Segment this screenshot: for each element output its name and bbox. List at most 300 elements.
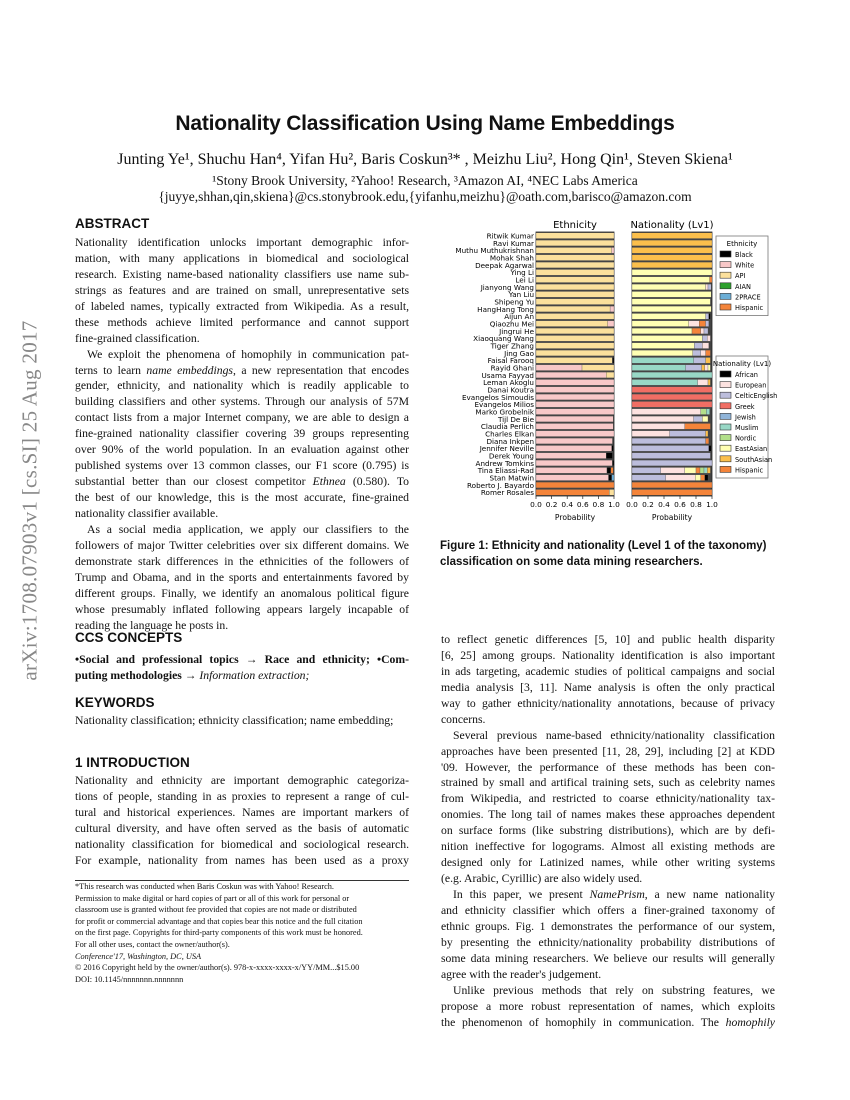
- bar-segment-eastasian: [632, 291, 711, 297]
- text-line: published systems over 13 common classes, our F1 score (0.795) is: [75, 459, 409, 473]
- row-label: Danai Koutra: [487, 385, 534, 395]
- legend-swatch: [720, 283, 731, 289]
- bar-segment-celticenglish: [706, 321, 709, 327]
- bar-segment-api: [606, 372, 614, 378]
- x-tick-label: 0.8: [690, 500, 702, 509]
- abstract-body: [75, 235, 409, 633]
- legend-swatch: [720, 272, 731, 278]
- text-line: approaches have been presented [11, 28, 29], including [2] at KDD: [441, 744, 775, 758]
- legend-swatch: [720, 424, 731, 430]
- row-label: Jingrui He: [499, 326, 534, 336]
- text-line: fine-grained classification.: [75, 331, 200, 345]
- bar-segment-eastasian: [632, 306, 711, 312]
- text-line: agree with the reader's judgement.: [441, 967, 602, 981]
- row-label: Romer Rosales: [480, 488, 534, 498]
- arxiv-stamp: arXiv:1708.07903v1 [cs.SI] 25 Aug 2017: [17, 320, 42, 681]
- bar-segment-white: [536, 475, 609, 481]
- text-line: from Wikipedia, and restricted to coarse ethnicity/nationality tax-: [441, 792, 775, 806]
- bar-segment-api: [536, 247, 612, 253]
- bar-segment-european: [701, 328, 704, 334]
- row-label: Xiaoquang Wang: [473, 334, 534, 344]
- text-line: [6, 25] among groups. Nationality identification is also important: [441, 648, 775, 662]
- legend-title: Ethnicity: [726, 240, 758, 248]
- bar-segment-hispanic: [706, 350, 711, 356]
- bar-segment-api: [536, 255, 614, 261]
- bar-segment-api: [536, 262, 614, 268]
- legend-label: European: [735, 381, 767, 390]
- abstract-heading: ABSTRACT: [75, 216, 150, 231]
- text-line: nationality classification for biomedical and sociological research.: [75, 837, 409, 851]
- bar-segment-southasian: [702, 365, 705, 371]
- bar-segment-eastasian: [695, 475, 701, 481]
- bar-segment-eastasian: [632, 350, 693, 356]
- row-label: Mohak Shah: [489, 253, 534, 263]
- bar-segment-european: [632, 409, 701, 415]
- row-label: Muthu Muthukrishnan: [455, 246, 534, 256]
- row-label: Tijl De Bie: [497, 414, 534, 424]
- legend-label: 2PRACE: [735, 293, 761, 302]
- bar-segment-european: [661, 467, 685, 473]
- legend-title: Nationality (Lv1): [712, 360, 772, 368]
- bar-segment-black: [612, 357, 614, 363]
- legend-swatch: [720, 413, 731, 419]
- row-label: Derek Young: [488, 451, 534, 461]
- bar-segment-white: [536, 453, 606, 459]
- text-line: designed only for Latinized names, while other writing systems: [441, 856, 775, 870]
- row-label: Evangelos Milios: [474, 400, 534, 410]
- bar-segment-black: [612, 460, 614, 466]
- text-line: Several previous name-based ethnicity/nationality classification: [453, 728, 775, 742]
- text-line: strained by small and artifical training sets, such as celebrity names: [441, 776, 775, 790]
- bar-segment-white: [536, 438, 612, 444]
- bar-segment-api: [536, 284, 614, 290]
- text-line: Conference'17, Washington, DC, USA: [75, 951, 202, 961]
- bar-segment-api: [536, 335, 614, 341]
- bar-segment-european: [666, 475, 696, 481]
- bar-segment-white: [536, 365, 582, 371]
- ethnicity-nationality-chart: [430, 214, 778, 524]
- text-line: •Social and professional topics → Race and ethnicity; •Com-: [75, 653, 409, 666]
- text-line: different groups. Finally, we identify an anomalous political figure: [75, 586, 409, 600]
- bar-segment-hispanic: [701, 475, 705, 481]
- bar-segment-southasian: [706, 431, 708, 437]
- bar-segment-black: [606, 453, 612, 459]
- row-label: HangHang Tong: [477, 304, 534, 314]
- bar-segment-greek: [632, 387, 712, 393]
- bar-segment-hispanic: [699, 321, 705, 327]
- bar-segment-white: [536, 460, 612, 466]
- ccs-heading: CCS CONCEPTS: [75, 630, 183, 645]
- affiliations: ¹Stony Brook University, ²Yahoo! Research, ³Amazon AI, ⁴NEC Labs America: [212, 173, 638, 188]
- text-line: the best of our knowledge, this is the most accurate, fine-grained: [75, 491, 409, 504]
- bar-segment-southasian: [632, 255, 712, 261]
- x-tick-label: 0.4: [658, 500, 670, 509]
- bar-segment-celticenglish: [632, 467, 661, 473]
- keywords-body: Nationality classification; ethnicity classification; name embedding;: [75, 714, 394, 727]
- bar-segment-celticenglish: [708, 284, 711, 290]
- bar-segment-2prace: [612, 475, 614, 481]
- right-column-body: [441, 632, 775, 1030]
- text-line: followers of major Twitter celebrities over six different domains. We: [75, 538, 409, 552]
- bar-segment-white: [536, 445, 612, 451]
- legend-label: Greek: [735, 402, 755, 411]
- text-line: nationality classifier available.: [75, 506, 219, 520]
- bar-segment-eastasian: [702, 416, 708, 422]
- legend-label: Nordic: [735, 434, 757, 443]
- text-line: onomies. The long tail of names makes these approaches dependent: [441, 808, 775, 822]
- text-line: classroom use is granted without fee provided that copies are not made or distributed: [75, 905, 357, 915]
- bar-segment-white: [536, 467, 607, 473]
- row-label: Yan Liu: [508, 290, 534, 300]
- bar-segment-api: [536, 291, 614, 297]
- bar-segment-white: [536, 416, 613, 422]
- bar-segment-southasian: [706, 357, 711, 363]
- text-line: DOI: 10.1145/nnnnnnn.nnnnnnn: [75, 974, 184, 984]
- text-line: of labeled names, typically extracted from Wikipedia. As a result,: [75, 299, 409, 313]
- x-tick-label: 0.6: [674, 500, 686, 509]
- bar-segment-eastasian: [632, 335, 702, 341]
- text-line: some data mining researchers. We believe our results will generally: [441, 951, 775, 965]
- text-line: fine-grained nationality classifier covering 39 groups representing: [75, 427, 409, 441]
- panel-title: Ethnicity: [553, 220, 597, 231]
- text-line: these methods achieve limited performance and cannot support: [75, 315, 409, 329]
- row-label: Claudia Perlich: [480, 422, 534, 432]
- row-label: Tiger Zhang: [490, 341, 534, 351]
- bar-segment-api: [582, 365, 614, 371]
- text-line: © 2016 Copyright held by the owner/author(s). 978-x-xxxx-xxxx-x/YY/MM...$15.00: [75, 963, 360, 973]
- text-line: over 90% of the world population. In an evaluation against other: [75, 443, 409, 457]
- text-line: We exploit the phenomena of homophily in communication pat-: [87, 347, 409, 361]
- text-line: strings as features and are trained on small, unrepresentative sets: [75, 283, 409, 297]
- bar-segment-white: [608, 321, 614, 327]
- bar-segment-api: [536, 306, 610, 312]
- legend-label: Jewish: [735, 413, 756, 422]
- row-label: Stan Matwin: [489, 473, 534, 483]
- bar-segment-celticenglish: [632, 460, 712, 466]
- bar-segment-hispanic: [696, 467, 700, 473]
- author-emails: {juyye,shhan,qin,skiena}@cs.stonybrook.edu,{yifanhu,meizhu}@oath.com,barisco@amazon.com: [158, 189, 692, 204]
- bar-segment-api: [536, 350, 614, 356]
- bar-segment-eastasian: [632, 328, 692, 334]
- row-label: Deepak Agarwal: [475, 260, 534, 270]
- bar-segment-black: [607, 467, 611, 473]
- bar-segment-southasian: [632, 247, 712, 253]
- bar-segment-muslim: [706, 409, 709, 415]
- bar-segment-celticenglish: [702, 335, 707, 341]
- bar-segment-celticenglish: [694, 357, 706, 363]
- bar-segment-eastasian: [708, 365, 710, 371]
- row-label: Usama Fayyad: [481, 370, 534, 380]
- text-line: Nationality and ethnicity are important demographic categoriza-: [75, 774, 409, 787]
- bar-segment-hispanic: [706, 438, 709, 444]
- bar-segment-celticenglish: [686, 365, 702, 371]
- legend-swatch: [720, 466, 731, 472]
- bar-segment-european: [632, 416, 694, 422]
- bar-segment-southasian: [632, 233, 712, 239]
- bar-segment-eastasian: [632, 321, 689, 327]
- bar-segment-southasian: [632, 262, 712, 268]
- text-line: and ethnicity classifier which offers a finer-grained taxonomy of: [441, 903, 775, 917]
- legend-label: CelticEnglish: [735, 392, 778, 401]
- legend-label: African: [735, 371, 758, 379]
- text-line: in ads targeting, academic studies of political campaigns and social: [441, 664, 775, 678]
- figure-1: [430, 214, 778, 524]
- bar-segment-black: [612, 445, 614, 451]
- bar-segment-southasian: [707, 467, 710, 473]
- bar-segment-greek: [632, 401, 712, 407]
- bar-segment-api: [536, 321, 608, 327]
- x-axis-label: Probability: [554, 513, 596, 522]
- legend-swatch: [720, 262, 731, 268]
- text-line: concerns.: [441, 712, 486, 726]
- bar-segment-white: [536, 387, 614, 393]
- text-line: ethnic groups. Fig. 1 demonstrates the performance of our system,: [441, 919, 775, 933]
- bar-segment-eastasian: [685, 467, 696, 473]
- text-line: In this paper, we present NamePrism, a new name nationality: [453, 888, 775, 901]
- text-line: to reflect genetic differences [5, 10] and public health disparity: [441, 633, 775, 646]
- text-line: the phenomenon of homophily in communication. The homophily: [441, 1015, 775, 1029]
- row-label: Ritwik Kumar: [486, 231, 534, 241]
- text-line: substantial better than our closest competitor Ethnea (0.580). To: [75, 475, 409, 489]
- bar-segment-api: [536, 269, 614, 275]
- x-tick-label: 0.0: [626, 500, 638, 509]
- text-line: on surface forms (like substring distributions), which are by defi-: [441, 824, 775, 838]
- bar-segment-celticenglish: [632, 438, 706, 444]
- bar-segment-eastasian: [632, 277, 710, 283]
- legend-swatch: [720, 445, 731, 451]
- text-line: for profit or commercial advantage and that copies bear this notice and the full citation: [75, 916, 363, 926]
- row-label: Ravi Kumar: [492, 238, 534, 248]
- x-tick-label: 1.0: [608, 500, 620, 509]
- row-label: Diana Inkpen: [486, 436, 534, 446]
- row-label: Jianyong Wang: [480, 282, 534, 292]
- bar-segment-hispanic: [692, 328, 701, 334]
- legend-label: AIAN: [735, 282, 751, 291]
- bar-segment-greek: [632, 394, 712, 400]
- bar-segment-white: [612, 247, 614, 253]
- text-line: '09. However, the performance of these methods has been con-: [441, 760, 775, 774]
- bar-segment-hispanic: [632, 489, 712, 495]
- text-line: Unlike previous methods that rely on substring features, we: [453, 983, 775, 997]
- bar-segment-celticenglish: [632, 475, 666, 481]
- bar-segment-api: [536, 343, 614, 349]
- bar-segment-api: [536, 313, 614, 319]
- bar-segment-celticenglish: [706, 313, 709, 319]
- legend-swatch: [720, 382, 731, 388]
- x-axis-label: Probability: [651, 513, 693, 522]
- text-line: building classifiers and other systems. Through our analysis of 57M: [75, 395, 409, 409]
- bar-segment-european: [701, 350, 706, 356]
- legend-label: Muslim: [735, 424, 759, 432]
- text-line: nition ineffective for logograms. Almost all existing methods are: [441, 840, 775, 854]
- text-line: puting methodologies → Information extraction;: [75, 668, 310, 682]
- bar-segment-api: [536, 357, 612, 363]
- bar-segment-eastasian: [632, 313, 706, 319]
- bar-segment-api: [536, 328, 614, 334]
- legend-swatch: [720, 293, 731, 299]
- bar-segment-southasian: [708, 379, 710, 385]
- bar-segment-white: [536, 423, 613, 429]
- bar-segment-celticenglish: [693, 350, 701, 356]
- bar-segment-hispanic: [611, 467, 613, 473]
- row-label: Qiaozhu Mei: [489, 319, 534, 329]
- bar-segment-muslim: [632, 372, 712, 378]
- text-line: on the first page. Copyrights for third-party components of this work must be honored.: [75, 928, 363, 938]
- bar-segment-api: [536, 233, 614, 239]
- text-line: gender, ethnicity, and nationality which is readily applicable to: [75, 379, 409, 393]
- bar-segment-muslim: [632, 379, 698, 385]
- bar-segment-celticenglish: [694, 343, 702, 349]
- row-label: Andrew Tomkins: [475, 458, 534, 468]
- text-line: Permission to make digital or hard copies of part or all of this work for personal or: [75, 893, 350, 903]
- bar-segment-api: [536, 240, 614, 246]
- x-tick-label: 0.6: [576, 500, 589, 509]
- x-tick-label: 0.0: [530, 500, 542, 509]
- bar-segment-african: [709, 313, 711, 319]
- row-label: Ying Li: [510, 268, 534, 278]
- text-line: As a social media application, we apply our classifiers to the: [87, 522, 409, 536]
- text-line: tions of people, standing in as proxies to represent a range of cul-: [75, 789, 409, 803]
- text-line: Nationality identification unlocks important demographic infor-: [75, 236, 409, 249]
- text-line: research. Existing name-based nationality classifiers use name sub-: [75, 267, 409, 281]
- bar-segment-white: [536, 394, 614, 400]
- bar-segment-celticenglish: [694, 416, 703, 422]
- x-tick-label: 0.4: [561, 500, 574, 509]
- text-line: contact lists from a major Internet company, we are able to design a: [75, 411, 409, 425]
- row-label: Shipeng Yu: [494, 297, 534, 307]
- bar-segment-eastasian: [632, 269, 712, 275]
- legend-label: SouthAsian: [735, 455, 773, 464]
- legend-label: White: [735, 261, 755, 270]
- text-line: mation, with many applications in biomedical and sociological: [75, 251, 409, 265]
- legend-swatch: [720, 251, 731, 257]
- bar-segment-celticenglish: [632, 453, 710, 459]
- row-label: Marko Grobelnik: [475, 407, 534, 417]
- legend-swatch: [720, 435, 731, 441]
- bar-segment-muslim: [632, 357, 694, 363]
- text-line: tural and historical experiences. Names are important markers of: [75, 805, 409, 819]
- bar-segment-black: [609, 475, 612, 481]
- bar-segment-hispanic: [536, 489, 609, 495]
- row-label: Charles Elkan: [485, 429, 534, 439]
- x-tick-label: 0.2: [545, 500, 558, 509]
- text-line: whose presumably inflated following appears largely incapable of: [75, 602, 409, 616]
- bar-segment-white: [610, 306, 614, 312]
- text-line: For all other uses, contact the owner/author(s).: [75, 939, 230, 949]
- bar-segment-api: [536, 277, 614, 283]
- row-label: Jennifer Neville: [479, 444, 534, 454]
- row-label: Roberto J. Bayardo: [467, 480, 534, 490]
- bar-segment-celticenglish: [704, 328, 708, 334]
- bar-segment-white: [536, 401, 614, 407]
- intro-heading: 1 INTRODUCTION: [75, 755, 190, 770]
- text-line: media analysis [3, 11]. Name analysis is often the only practical: [441, 680, 775, 694]
- row-label: Jing Gao: [504, 348, 534, 358]
- bar-segment-white: [536, 379, 614, 385]
- intro-body: [75, 773, 409, 869]
- text-line: (e.g. Arabic, Cyrillic) are also widely used.: [441, 872, 643, 886]
- bar-segment-european: [706, 284, 708, 290]
- bar-segment-african: [705, 475, 708, 481]
- legend-swatch: [720, 371, 731, 377]
- bar-segment-white: [536, 409, 614, 415]
- row-label: Leman Akoglu: [483, 378, 534, 388]
- panel-title: Nationality (Lv1): [630, 220, 714, 231]
- bar-segment-european: [632, 431, 670, 437]
- row-label: Rayid Ghani: [490, 363, 534, 373]
- bar-segment-nordic: [701, 409, 707, 415]
- text-line: cultural diversity, and have often served as the basis of automatic: [75, 821, 409, 835]
- text-line: way to gather ethnicity/nationality annotations, because of privacy: [441, 696, 775, 710]
- legend-label: API: [735, 272, 746, 281]
- bar-segment-eastasian: [632, 343, 694, 349]
- legend-label: EastAsian: [735, 445, 768, 454]
- x-tick-label: 0.8: [592, 500, 605, 509]
- bar-segment-celticenglish: [670, 431, 706, 437]
- bar-segment-hispanic: [710, 277, 712, 283]
- bar-segment-muslim: [704, 467, 707, 473]
- bar-segment-european: [705, 365, 708, 371]
- bar-segment-african: [709, 445, 711, 451]
- text-line: *This research was conducted when Baris Coskun was with Yahoo! Research.: [75, 882, 334, 891]
- bar-segment-european: [702, 343, 708, 349]
- x-tick-label: 1.0: [706, 500, 718, 509]
- bar-segment-eastasian: [632, 299, 710, 305]
- text-line: reading the language he posts in.: [75, 618, 229, 632]
- bar-segment-api: [536, 299, 614, 305]
- row-label: Aijun An: [504, 312, 534, 322]
- bar-segment-hispanic: [536, 482, 614, 488]
- row-label: Evangelos Simoudis: [462, 392, 534, 402]
- text-line: by presenting the ethnicity/nationality probability distributions of: [441, 935, 775, 949]
- bar-segment-white: [536, 431, 614, 437]
- bar-segment-hispanic: [685, 423, 711, 429]
- legend-swatch: [720, 304, 731, 310]
- ccs-body: [75, 652, 409, 684]
- bar-segment-hispanic: [632, 482, 712, 488]
- bar-segment-nordic: [700, 467, 704, 473]
- text-line: For example, nationality from names has been used as a proxy: [75, 853, 409, 867]
- legend-label: Hispanic: [735, 304, 764, 312]
- row-label: Lei Li: [515, 275, 534, 285]
- keywords-heading: KEYWORDS: [75, 695, 155, 710]
- bar-segment-european: [689, 321, 699, 327]
- bar-segment-muslim: [632, 365, 686, 371]
- legend-swatch: [720, 403, 731, 409]
- text-line: terns to learn name embeddings, a new representation that encodes: [75, 363, 409, 377]
- bar-segment-european: [707, 335, 710, 341]
- x-tick-label: 0.2: [642, 500, 654, 509]
- paper-title: Nationality Classification Using Name Embeddings: [175, 112, 675, 135]
- text-line: Trump and Obama, and in the sports and entertainments favored by: [75, 570, 409, 584]
- author-list: Junting Ye¹, Shuchu Han⁴, Yifan Hu², Baris Coskun³* , Meizhu Liu², Hong Qin¹, Steven Skiena¹: [117, 151, 733, 168]
- legend-label: Black: [735, 251, 753, 259]
- bar-segment-api: [609, 489, 614, 495]
- row-label: Tina Eliassi-Rad: [477, 466, 534, 476]
- text-line: demonstrate stark differences in the ethnicities of the followers of: [75, 554, 409, 568]
- row-label: Faisal Farooq: [487, 356, 534, 366]
- bar-segment-eastasian: [632, 284, 706, 290]
- bar-segment-celticenglish: [632, 445, 709, 451]
- bar-segment-southasian: [632, 240, 712, 246]
- footnote: [75, 881, 409, 985]
- bar-segment-european: [698, 379, 708, 385]
- bar-segment-european: [632, 423, 685, 429]
- legend-swatch: [720, 456, 731, 462]
- legend-swatch: [720, 392, 731, 398]
- legend-label: Hispanic: [735, 466, 764, 475]
- bar-segment-white: [536, 372, 606, 378]
